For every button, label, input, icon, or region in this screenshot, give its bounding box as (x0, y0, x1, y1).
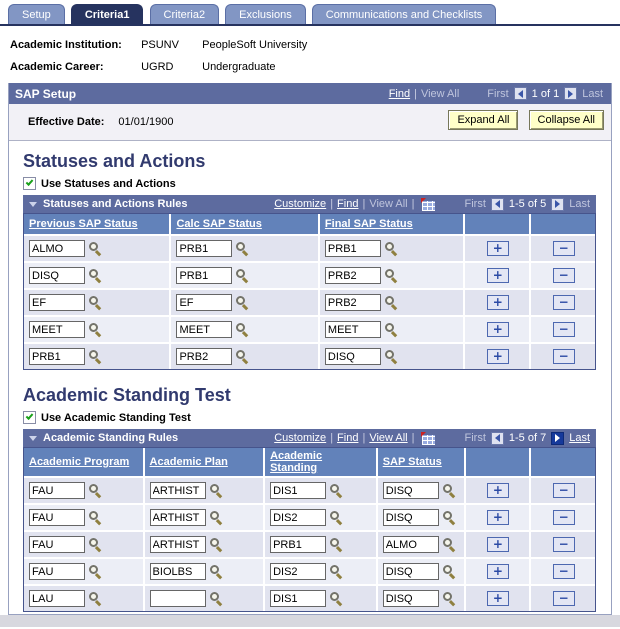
delete-row-button[interactable]: − (553, 322, 575, 337)
lookup-icon[interactable] (384, 241, 399, 256)
prev-arrow-icon (495, 200, 500, 208)
prev-arrow-icon (518, 90, 523, 98)
academic-plan-input[interactable] (150, 509, 206, 526)
sap-status-input[interactable] (383, 563, 439, 580)
previous-sap-status-input[interactable] (29, 267, 85, 284)
sap-status-header[interactable]: SAP Status (382, 456, 442, 468)
statuses-next-arrow-button[interactable] (551, 198, 564, 211)
academic-rules-table (23, 447, 596, 612)
lookup-icon[interactable] (88, 483, 103, 498)
table-row (24, 503, 595, 530)
lookup-icon[interactable] (235, 241, 250, 256)
academic-rules-title: Academic Standing Rules (43, 432, 179, 444)
academic-next-arrow-button[interactable] (551, 432, 564, 445)
academic-institution-code: PSUNV (141, 39, 179, 51)
page-bottom-strip (0, 615, 620, 627)
final-sap-status-input[interactable] (325, 240, 381, 257)
lookup-icon[interactable] (442, 564, 457, 579)
calc-sap-status-input[interactable] (176, 267, 232, 284)
academic-find-link[interactable]: Find (337, 432, 359, 444)
separator: | (362, 432, 366, 444)
academic-program-input[interactable] (29, 509, 85, 526)
statuses-customize-link[interactable]: Customize (274, 198, 327, 210)
lookup-icon[interactable] (88, 322, 103, 337)
next-arrow-icon (555, 434, 560, 442)
academic-plan-input[interactable] (150, 563, 206, 580)
use-academic-checkbox[interactable] (23, 411, 36, 424)
prev-arrow-icon (495, 434, 500, 442)
sap-view-all-text: View All (420, 87, 460, 100)
sap-setup-bar (9, 83, 611, 104)
sap-status-input[interactable] (383, 536, 439, 553)
lookup-icon[interactable] (88, 510, 103, 525)
academic-career-row (10, 61, 620, 73)
add-row-button[interactable]: + (487, 322, 509, 337)
check-icon (26, 412, 34, 420)
final-sap-status-input[interactable] (325, 267, 381, 284)
calc-sap-status-input[interactable] (176, 348, 232, 365)
statuses-section-heading: Statuses and Actions (23, 151, 206, 171)
delete-row-button[interactable]: − (553, 295, 575, 310)
add-row-button[interactable]: + (487, 510, 509, 525)
academic-row-range: 1-5 of 7 (508, 432, 547, 444)
statuses-rules-title: Statuses and Actions Rules (43, 198, 188, 210)
academic-career-code: UGRD (141, 61, 174, 73)
academic-program-input[interactable] (29, 482, 85, 499)
add-row-button[interactable]: + (487, 241, 509, 256)
sap-status-input[interactable] (383, 590, 439, 607)
criteria-content (9, 141, 611, 612)
academic-career-name: Undergraduate (202, 61, 276, 73)
table-row (24, 557, 595, 584)
use-statuses-row (23, 177, 611, 190)
effective-date-band (9, 104, 611, 141)
lookup-icon[interactable] (209, 564, 224, 579)
lookup-icon[interactable] (329, 483, 344, 498)
delete-row-button[interactable]: − (553, 268, 575, 283)
sap-row-navigation (487, 87, 603, 100)
tab-communications-checklists[interactable]: Communications and Checklists (312, 4, 497, 24)
academic-institution-row (10, 39, 620, 51)
previous-sap-status-header[interactable]: Previous SAP Status (29, 218, 138, 230)
collapse-triangle-icon[interactable] (29, 202, 37, 207)
previous-sap-status-input[interactable] (29, 240, 85, 257)
academic-first-text: First (464, 432, 486, 444)
separator: | (411, 198, 415, 210)
statuses-rules-bar (23, 195, 596, 213)
lookup-icon[interactable] (442, 591, 457, 606)
lookup-icon[interactable] (88, 295, 103, 310)
tab-exclusions[interactable]: Exclusions (225, 4, 306, 24)
add-row-button[interactable]: + (487, 268, 509, 283)
lookup-icon[interactable] (209, 510, 224, 525)
academic-standing-input[interactable] (270, 509, 326, 526)
statuses-view-all-text: View All (369, 198, 408, 210)
collapse-all-button[interactable]: Collapse All (529, 110, 604, 130)
academic-last-link[interactable]: Last (569, 432, 590, 444)
academic-career-label: Academic Career: (10, 61, 104, 73)
effective-date-value: 01/01/1900 (118, 116, 174, 128)
add-row-button[interactable]: + (487, 295, 509, 310)
tab-setup[interactable]: Setup (8, 4, 65, 24)
grid-red-arrow (421, 198, 426, 203)
header-info (10, 39, 620, 73)
academic-prev-arrow-button[interactable] (491, 432, 504, 445)
academic-row-navigation (465, 432, 591, 445)
table-header-row (24, 448, 595, 476)
final-sap-status-input[interactable] (325, 321, 381, 338)
calc-sap-status-input[interactable] (176, 321, 232, 338)
lookup-icon[interactable] (384, 349, 399, 364)
lookup-icon[interactable] (384, 322, 399, 337)
table-row (24, 476, 595, 503)
academic-institution-name: PeopleSoft University (202, 39, 308, 51)
check-icon (26, 178, 34, 186)
sap-prev-arrow-button[interactable] (514, 87, 527, 100)
lookup-icon[interactable] (235, 268, 250, 283)
lookup-icon[interactable] (209, 483, 224, 498)
delete-row-button[interactable]: − (553, 537, 575, 552)
table-row (24, 584, 595, 611)
use-academic-row (23, 411, 611, 424)
add-row-button[interactable]: + (487, 349, 509, 364)
lookup-icon[interactable] (384, 295, 399, 310)
lookup-icon[interactable] (442, 510, 457, 525)
next-arrow-icon (555, 200, 560, 208)
tab-criteria1[interactable]: Criteria1 (71, 4, 144, 24)
add-row-button[interactable]: + (487, 483, 509, 498)
lookup-icon[interactable] (442, 537, 457, 552)
sap-row-range: 1 of 1 (531, 87, 560, 100)
lookup-icon[interactable] (235, 349, 250, 364)
previous-sap-status-input[interactable] (29, 294, 85, 311)
academic-standing-input[interactable] (270, 590, 326, 607)
academic-plan-input[interactable] (150, 482, 206, 499)
academic-standing-input[interactable] (270, 482, 326, 499)
download-grid-icon[interactable] (421, 432, 435, 445)
lookup-icon[interactable] (88, 591, 103, 606)
previous-sap-status-input[interactable] (29, 348, 85, 365)
separator: | (411, 432, 415, 444)
lookup-icon[interactable] (329, 537, 344, 552)
academic-section-heading: Academic Standing Test (23, 385, 231, 405)
lookup-icon[interactable] (88, 537, 103, 552)
use-academic-label: Use Academic Standing Test (41, 411, 191, 424)
table-row (24, 288, 595, 315)
grid-red-arrow (421, 432, 426, 437)
separator: | (414, 87, 417, 100)
tab-bar (0, 0, 620, 26)
lookup-icon[interactable] (88, 349, 103, 364)
academic-program-input[interactable] (29, 590, 85, 607)
add-row-button[interactable]: + (487, 591, 509, 606)
lookup-icon[interactable] (88, 564, 103, 579)
calc-sap-status-header[interactable]: Calc SAP Status (176, 218, 262, 230)
lookup-icon[interactable] (442, 483, 457, 498)
academic-customize-link[interactable]: Customize (274, 432, 327, 444)
separator: | (362, 198, 366, 210)
statuses-last-text: Last (569, 198, 590, 210)
delete-row-button[interactable]: − (553, 591, 575, 606)
lookup-icon[interactable] (329, 591, 344, 606)
sap-setup-title: SAP Setup (15, 86, 77, 101)
separator: | (330, 198, 334, 210)
lookup-icon[interactable] (88, 268, 103, 283)
final-sap-status-input[interactable] (325, 348, 381, 365)
academic-view-all-link[interactable]: View All (369, 432, 408, 444)
sap-status-input[interactable] (383, 482, 439, 499)
table-row (24, 234, 595, 261)
academic-program-input[interactable] (29, 536, 85, 553)
lookup-icon[interactable] (88, 241, 103, 256)
delete-row-button[interactable]: − (553, 510, 575, 525)
lookup-icon[interactable] (209, 537, 224, 552)
sap-status-input[interactable] (383, 509, 439, 526)
use-statuses-label: Use Statuses and Actions (41, 177, 176, 190)
table-row (24, 261, 595, 288)
lookup-icon[interactable] (209, 591, 224, 606)
academic-program-header[interactable]: Academic Program (29, 456, 130, 468)
academic-rules-bar (23, 429, 596, 447)
expand-all-button[interactable]: Expand All (448, 110, 518, 130)
academic-plan-input[interactable] (150, 590, 206, 607)
download-grid-icon[interactable] (421, 198, 435, 211)
table-row (24, 315, 595, 342)
statuses-row-range: 1-5 of 5 (508, 198, 547, 210)
lookup-icon[interactable] (329, 510, 344, 525)
academic-institution-label: Academic Institution: (10, 39, 122, 51)
sap-first-text: First (487, 87, 509, 100)
lookup-icon[interactable] (329, 564, 344, 579)
academic-plan-header[interactable]: Academic Plan (149, 456, 228, 468)
effective-date-label: Effective Date: (28, 116, 105, 128)
use-statuses-checkbox[interactable] (23, 177, 36, 190)
sap-next-arrow-button[interactable] (564, 87, 577, 100)
sap-last-text: Last (582, 87, 603, 100)
add-row-button[interactable]: + (487, 564, 509, 579)
table-header-row (24, 214, 595, 234)
statuses-rules-table (23, 213, 596, 370)
academic-program-input[interactable] (29, 563, 85, 580)
table-row (24, 342, 595, 369)
previous-sap-status-input[interactable] (29, 321, 85, 338)
expand-collapse-buttons (441, 110, 604, 130)
delete-row-button[interactable]: − (553, 564, 575, 579)
lookup-icon[interactable] (384, 268, 399, 283)
sap-find-link[interactable]: Find (388, 87, 411, 100)
collapse-triangle-icon[interactable] (29, 436, 37, 441)
academic-standing-input[interactable] (270, 536, 326, 553)
table-row (24, 530, 595, 557)
add-row-button[interactable]: + (487, 537, 509, 552)
academic-plan-input[interactable] (150, 536, 206, 553)
final-sap-status-input[interactable] (325, 294, 381, 311)
separator: | (330, 432, 334, 444)
lookup-icon[interactable] (235, 322, 250, 337)
delete-row-button[interactable]: − (553, 241, 575, 256)
tab-criteria2[interactable]: Criteria2 (150, 4, 220, 24)
statuses-find-link[interactable]: Find (337, 198, 359, 210)
sap-setup-box (8, 83, 612, 615)
calc-sap-status-input[interactable] (176, 240, 232, 257)
final-sap-status-header[interactable]: Final SAP Status (324, 218, 413, 230)
statuses-row-navigation (465, 198, 591, 211)
statuses-first-text: First (464, 198, 486, 210)
delete-row-button[interactable]: − (553, 349, 575, 364)
calc-sap-status-input[interactable] (176, 294, 232, 311)
academic-standing-input[interactable] (270, 563, 326, 580)
statuses-prev-arrow-button[interactable] (491, 198, 504, 211)
delete-row-button[interactable]: − (553, 483, 575, 498)
academic-standing-header[interactable]: Academic Standing (270, 450, 323, 474)
next-arrow-icon (568, 90, 573, 98)
lookup-icon[interactable] (235, 295, 250, 310)
